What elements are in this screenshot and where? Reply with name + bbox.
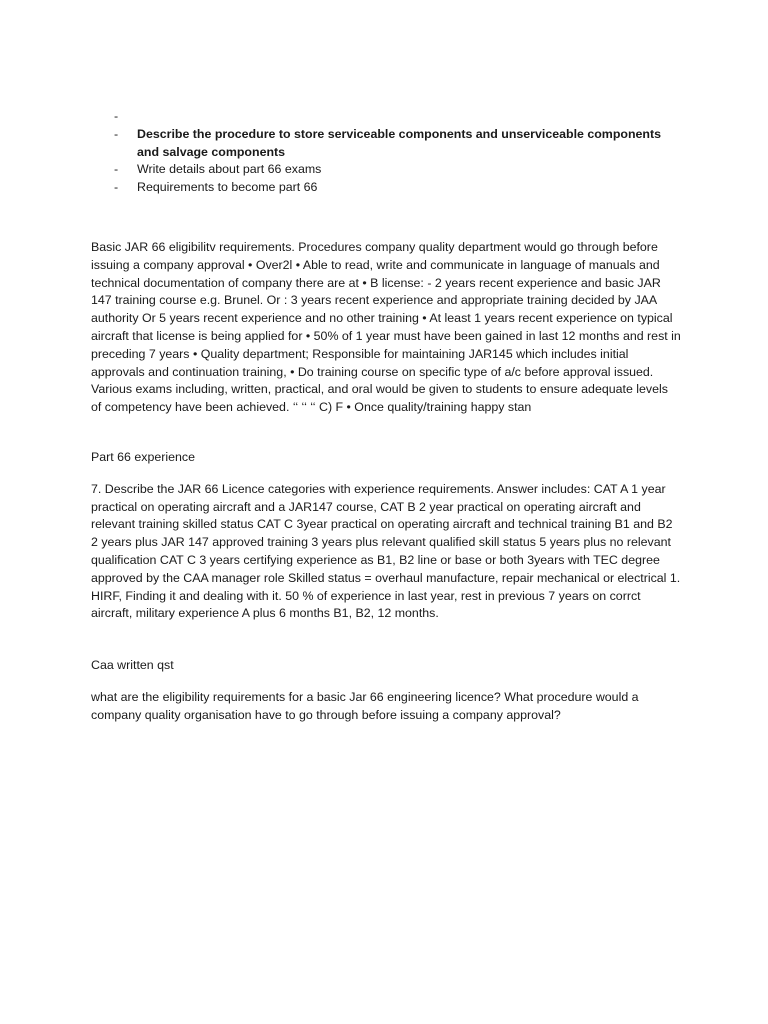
list-item-text: Write details about part 66 exams <box>137 162 322 177</box>
section-heading-caa-written: Caa written qst <box>91 658 174 673</box>
list-dash: - <box>114 126 119 141</box>
list-dash: - <box>114 162 119 177</box>
list-dash: - <box>114 109 119 123</box>
list-item <box>91 179 681 197</box>
list-item-text: Requirements to become part 66 <box>137 180 318 195</box>
eligibility-paragraph: Basic JAR 66 eligibilitv requirements. Procedures company quality department would go through before issuing a company approval • Over2l • Able to read, write and communicate in language of manuals and technical documentation of company there are at • B license: - 2 years recent experience and basic JAR 147 training course e.g. Brunel. Or : 3 years recent experience and appropriate training decided by JAA authority Or 5 years recent experience and no other training • At least 1 years recent experience on typical aircraft that license is being applied for • 50% of 1 year must have been gained in last 12 months and rest in preceding 7 years • Quality department; Responsible for maintaining JAR145 which includes initial approvals and continuation training, • Do training course on specific type of a/c before approval issued. Various exams including, written, practical, and oral would be given to students to ensure adequate levels of competency have been achieved. ‘‘ ‘‘ ‘‘ C) F • Once quality/training happy stan <box>91 239 681 415</box>
list-item <box>91 161 681 179</box>
question-list <box>91 108 681 197</box>
list-item-empty <box>91 108 681 126</box>
licence-categories-paragraph: 7. Describe the JAR 66 Licence categories with experience requirements. Answer includes: CAT A 1 year practical on operating aircraft and a JAR147 course, CAT B 2 year practical on operating aircraft and relevant training skilled status CAT C 3year practical on operating aircraft and technical training B1 and B2 2 years plus JAR 147 approved training 3 years plus relevant qualified skill status 5 years plus no relevant qualification CAT C 3 years certifying experience as B1, B2 line or base or both 3years with TEC degree approved by the CAA manager role Skilled status = overhaul manufacture, repair mechanical or electrical 1. HIRF, Finding it and dealing with it. 50 % of experience in last year, rest in previous 7 years on corrct aircraft, military experience A plus 6 months B1, B2, 12 months. <box>91 481 681 621</box>
section-heading-part66-experience: Part 66 experience <box>91 449 196 464</box>
list-item-text: Describe the procedure to store serviceable components and unserviceable components and salvage components <box>137 126 662 159</box>
list-item <box>91 126 681 162</box>
list-dash: - <box>114 180 119 195</box>
caa-question-paragraph: what are the eligibility requirements for a basic Jar 66 engineering licence? What procedure would a company quality organisation have to go through before issuing a company approval? <box>91 689 639 722</box>
document-page <box>91 108 681 725</box>
